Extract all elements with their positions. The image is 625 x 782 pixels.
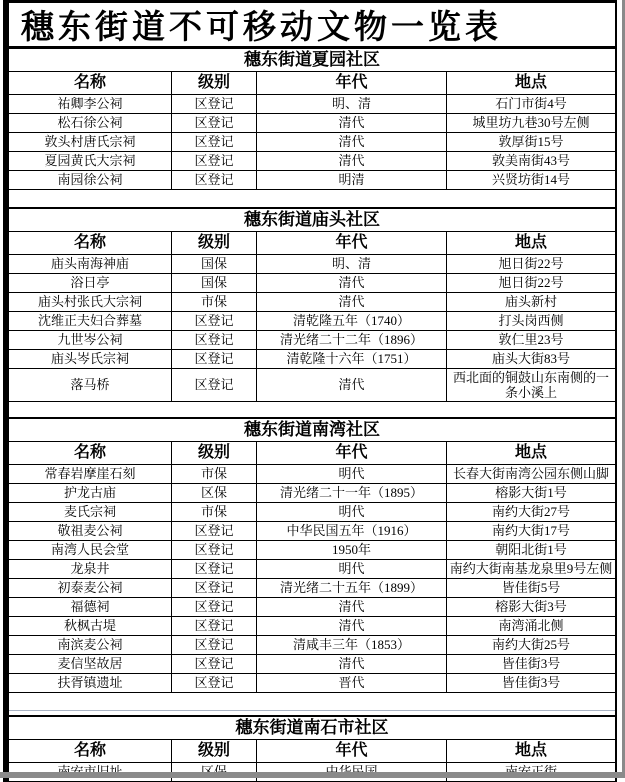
table-cell: 中华民国五年（1916） — [257, 521, 447, 540]
table-cell: 榕影大街1号 — [447, 483, 615, 502]
table-cell: 明清 — [257, 170, 447, 189]
table-cell: 清代 — [257, 132, 447, 151]
table-cell: 庙头岑氏宗祠 — [9, 349, 172, 368]
table-cell: 清代 — [257, 273, 447, 292]
column-header-level: 级别 — [172, 72, 257, 94]
table-cell: 庙头大街83号 — [447, 349, 615, 368]
table-cell: 国保 — [172, 273, 257, 292]
table-cell: 城里坊九巷30号左侧 — [447, 113, 615, 132]
column-header-location: 地点 — [514, 234, 547, 251]
table-cell: 区登记 — [172, 540, 257, 559]
document-page — [3, 0, 617, 782]
table-cell: 庙头新村 — [447, 292, 615, 311]
section-gap — [9, 190, 615, 207]
table-cell: 麦氏宗祠 — [9, 502, 172, 521]
column-header-era: 年代 — [257, 72, 447, 94]
table-cell: 初泰麦公祠 — [9, 578, 172, 597]
table-cell: 皆佳街3号 — [447, 673, 615, 692]
column-header-era: 年代 — [257, 442, 447, 464]
table-cell: 明代 — [257, 464, 447, 483]
column-header-location: 地点 — [514, 74, 547, 91]
table-cell: 浴日亭 — [9, 273, 172, 292]
column-header-era: 年代 — [257, 740, 447, 762]
table-cell: 区登记 — [172, 597, 257, 616]
table-cell: 敬祖麦公祠 — [9, 521, 172, 540]
column-header-location: 地点 — [514, 742, 547, 759]
table-cell: 区登记 — [172, 578, 257, 597]
table-cell: 区登记 — [172, 368, 257, 401]
table-cell: 清光绪二十一年（1895） — [257, 483, 447, 502]
column-header-location: 地点 — [514, 444, 547, 461]
table-cell: 敦仁里23号 — [447, 330, 615, 349]
table-cell: 区保 — [172, 483, 257, 502]
table-cell: 南滨麦公祠 — [9, 635, 172, 654]
column-header-level: 级别 — [172, 442, 257, 464]
table-cell: 明、清 — [257, 94, 447, 113]
table-cell: 南湾人民会堂 — [9, 540, 172, 559]
community-table-miaotou — [9, 207, 615, 402]
table-cell: 护龙古庙 — [9, 483, 172, 502]
relics-table — [9, 232, 615, 401]
table-cell: 榕影大街3号 — [447, 597, 615, 616]
table-cell: 皆佳街3号 — [447, 654, 615, 673]
table-cell: 敦厚街15号 — [447, 132, 615, 151]
page-title: 穗东街道不可移动文物一览表 — [9, 3, 615, 47]
table-cell: 九世岑公祠 — [9, 330, 172, 349]
table-cell: 区登记 — [172, 170, 257, 189]
table-cell: 清乾隆十六年（1751） — [257, 349, 447, 368]
table-cell: 夏园黄氏大宗祠 — [9, 151, 172, 170]
table-cell: 清咸丰三年（1853） — [257, 635, 447, 654]
table-cell: 石门市街4号 — [447, 94, 615, 113]
column-header-era: 年代 — [257, 232, 447, 254]
section-gap — [9, 693, 615, 715]
table-cell: 福德祠 — [9, 597, 172, 616]
table-cell: 区登记 — [172, 151, 257, 170]
table-cell: 区登记 — [172, 673, 257, 692]
table-cell: 皆佳街5号 — [447, 578, 615, 597]
table-cell: 区登记 — [172, 94, 257, 113]
table-cell: 明代 — [257, 502, 447, 521]
community-table-nanwan — [9, 417, 615, 693]
table-cell: 清代 — [257, 654, 447, 673]
table-cell: 国保 — [172, 254, 257, 273]
table-cell: 明、清 — [257, 254, 447, 273]
table-cell: 区登记 — [172, 132, 257, 151]
table-cell: 区登记 — [172, 330, 257, 349]
relics-table — [9, 442, 615, 692]
table-cell: 南湾涌北侧 — [447, 616, 615, 635]
table-cell: 朝阳北街1号 — [447, 540, 615, 559]
table-cell: 区登记 — [172, 349, 257, 368]
table-cell: 清代 — [257, 597, 447, 616]
table-cell: 区登记 — [172, 616, 257, 635]
table-cell: 清光绪二十二年（1896） — [257, 330, 447, 349]
table-cell: 打头岗西侧 — [447, 311, 615, 330]
column-header-level: 级别 — [172, 740, 257, 762]
table-cell: 长春大街南湾公园东侧山脚 — [447, 464, 615, 483]
table-cell: 龙泉井 — [9, 559, 172, 578]
table-cell: 秋枫古堤 — [9, 616, 172, 635]
column-header-level: 级别 — [172, 232, 257, 254]
table-cell: 明代 — [257, 559, 447, 578]
section-title: 穗东街道庙头社区 — [9, 209, 615, 232]
table-cell: 沈维正夫妇合葬墓 — [9, 311, 172, 330]
relics-table — [9, 72, 615, 189]
table-cell: 祐卿李公祠 — [9, 94, 172, 113]
table-cell: 清代 — [257, 151, 447, 170]
table-cell: 扶胥镇遗址 — [9, 673, 172, 692]
table-cell: 常春岩摩崖石刻 — [9, 464, 172, 483]
table-cell: 庙头南海神庙 — [9, 254, 172, 273]
table-cell: 区登记 — [172, 521, 257, 540]
table-cell: 旭日街22号 — [447, 254, 615, 273]
window-edge-bottom — [0, 772, 625, 778]
table-cell: 区登记 — [172, 559, 257, 578]
table-cell: 晋代 — [257, 673, 447, 692]
table-cell: 南约大街17号 — [447, 521, 615, 540]
table-cell: 麦信坚故居 — [9, 654, 172, 673]
table-cell: 清乾隆五年（1740） — [257, 311, 447, 330]
column-header-name: 名称 — [9, 72, 172, 94]
section-title: 穗东街道南湾社区 — [9, 419, 615, 442]
table-cell: 南园徐公祠 — [9, 170, 172, 189]
table-cell: 落马桥 — [9, 368, 172, 401]
column-header-name: 名称 — [9, 232, 172, 254]
table-cell: 敦美南街43号 — [447, 151, 615, 170]
table-cell: 区登记 — [172, 654, 257, 673]
table-cell: 清代 — [257, 616, 447, 635]
table-cell: 南约大街25号 — [447, 635, 615, 654]
table-cell: 西北面的铜鼓山东南侧的一条小溪上 — [447, 368, 615, 401]
table-cell: 市保 — [172, 292, 257, 311]
table-cell: 1950年 — [257, 540, 447, 559]
table-cell: 松石徐公祠 — [9, 113, 172, 132]
table-cell: 南约大街27号 — [447, 502, 615, 521]
table-cell: 市保 — [172, 502, 257, 521]
table-cell: 南约大街南基龙泉里9号左侧 — [447, 559, 615, 578]
column-header-name: 名称 — [9, 442, 172, 464]
table-cell: 旭日街22号 — [447, 273, 615, 292]
column-header-name: 名称 — [9, 740, 172, 762]
section-title: 穗东街道夏园社区 — [9, 49, 615, 72]
section-title: 穗东街道南石市社区 — [9, 717, 615, 740]
table-cell: 区登记 — [172, 311, 257, 330]
table-cell: 兴贤坊街14号 — [447, 170, 615, 189]
table-cell: 市保 — [172, 464, 257, 483]
table-cell: 清代 — [257, 292, 447, 311]
table-cell: 区登记 — [172, 113, 257, 132]
table-cell: 清光绪二十五年（1899） — [257, 578, 447, 597]
section-gap — [9, 402, 615, 417]
table-cell: 清代 — [257, 113, 447, 132]
table-cell: 庙头村张氏大宗祠 — [9, 292, 172, 311]
table-cell: 区登记 — [172, 635, 257, 654]
page-break-line — [9, 710, 615, 711]
community-table-xiayuan — [9, 47, 615, 190]
table-cell: 清代 — [257, 368, 447, 401]
table-cell: 敦头村唐氏宗祠 — [9, 132, 172, 151]
